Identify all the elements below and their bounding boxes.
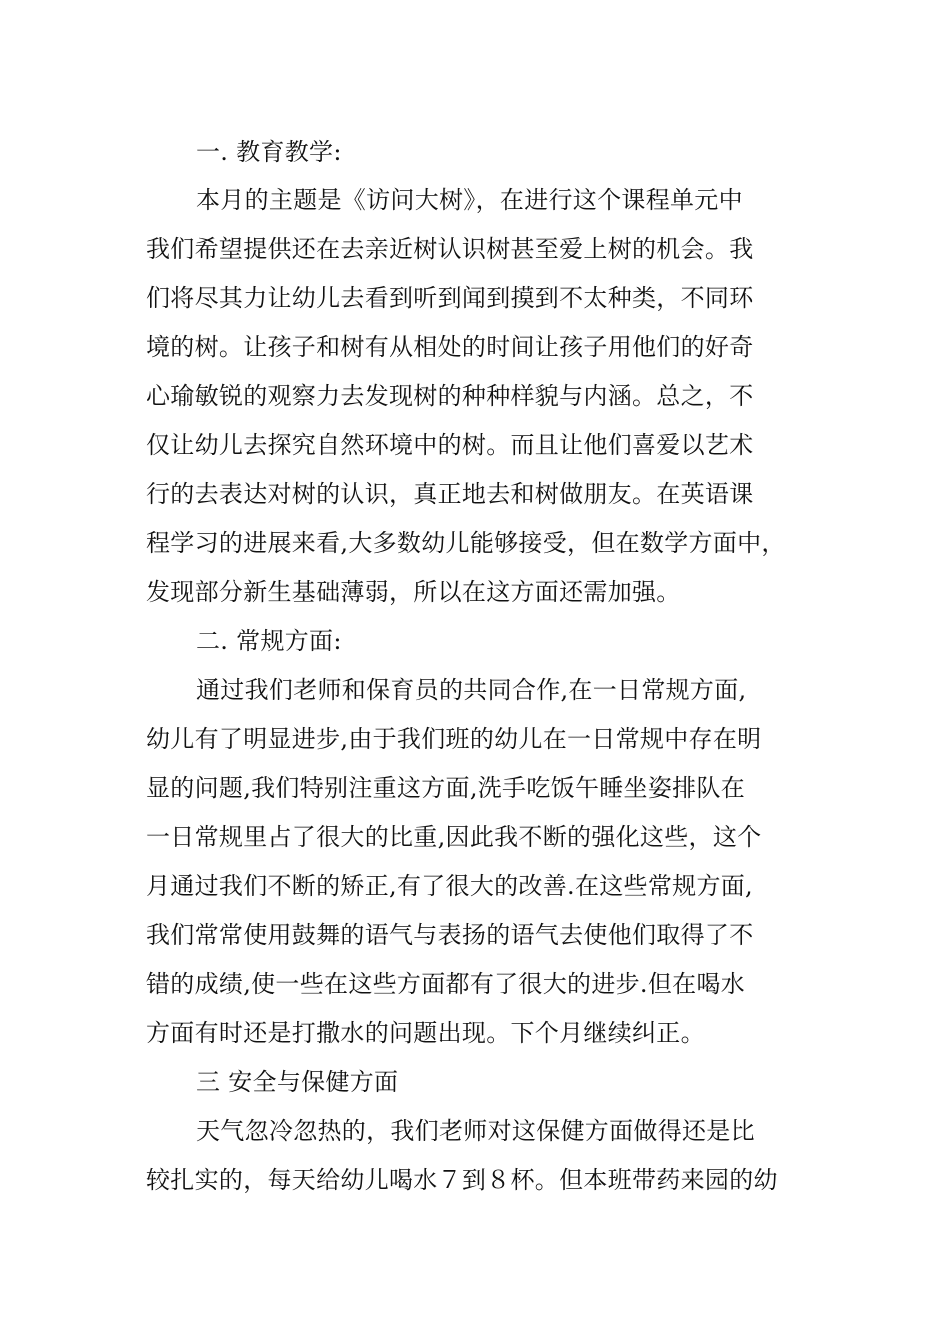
paragraph-line: 错的成绩,使一些在这些方面都有了很大的进步.但在喝水 bbox=[146, 970, 746, 998]
paragraph-line: 方面有时还是打撒水的问题出现。下个月继续纠正。 bbox=[146, 1019, 705, 1047]
section-heading-1: 一. 教育教学: bbox=[196, 138, 342, 166]
paragraph-line: 天气忽冷忽热的，我们老师对这保健方面做得还是比 bbox=[196, 1117, 755, 1145]
paragraph-line: 心瑜敏锐的观察力去发现树的种种样貌与内涵。总之，不 bbox=[146, 382, 754, 410]
paragraph-line: 发现部分新生基础薄弱，所以在这方面还需加强。 bbox=[146, 578, 681, 606]
paragraph-line: 较扎实的，每天给幼儿喝水７到８杯。但本班带药来园的幼 bbox=[146, 1166, 778, 1194]
paragraph-line: 我们希望提供还在去亲近树认识树甚至爱上树的机会。我 bbox=[146, 235, 754, 263]
paragraph-line: 月通过我们不断的矫正,有了很大的改善.在这些常规方面, bbox=[146, 872, 753, 900]
section-heading-3: 三 安全与保健方面 bbox=[196, 1068, 399, 1096]
paragraph-line: 行的去表达对树的认识，真正地去和树做朋友。在英语课 bbox=[146, 480, 754, 508]
paragraph-line: 程学习的进展来看,大多数幼儿能够接受，但在数学方面中， bbox=[146, 529, 786, 557]
paragraph-line: 我们常常使用鼓舞的语气与表扬的语气去使他们取得了不 bbox=[146, 921, 754, 949]
paragraph-line: 一日常规里占了很大的比重,因此我不断的强化这些，这个 bbox=[146, 823, 762, 851]
paragraph-line: 通过我们老师和保育员的共同合作,在一日常规方面, bbox=[196, 676, 747, 704]
paragraph-line: 显的问题,我们特别注重这方面,洗手吃饭午睡坐姿排队在 bbox=[146, 774, 746, 802]
paragraph-line: 本月的主题是《访问大树》，在进行这个课程单元中 bbox=[196, 186, 743, 214]
paragraph-line: 们将尽其力让幼儿去看到听到闻到摸到不太种类，不同环 bbox=[146, 284, 754, 312]
paragraph-line: 幼儿有了明显进步,由于我们班的幼儿在一日常规中存在明 bbox=[146, 725, 762, 753]
section-heading-2: 二. 常规方面: bbox=[196, 627, 342, 655]
paragraph-line: 境的树。让孩子和树有从相处的时间让孩子用他们的好奇 bbox=[146, 333, 754, 361]
paragraph-line: 仅让幼儿去探究自然环境中的树。而且让他们喜爱以艺术 bbox=[146, 431, 754, 459]
